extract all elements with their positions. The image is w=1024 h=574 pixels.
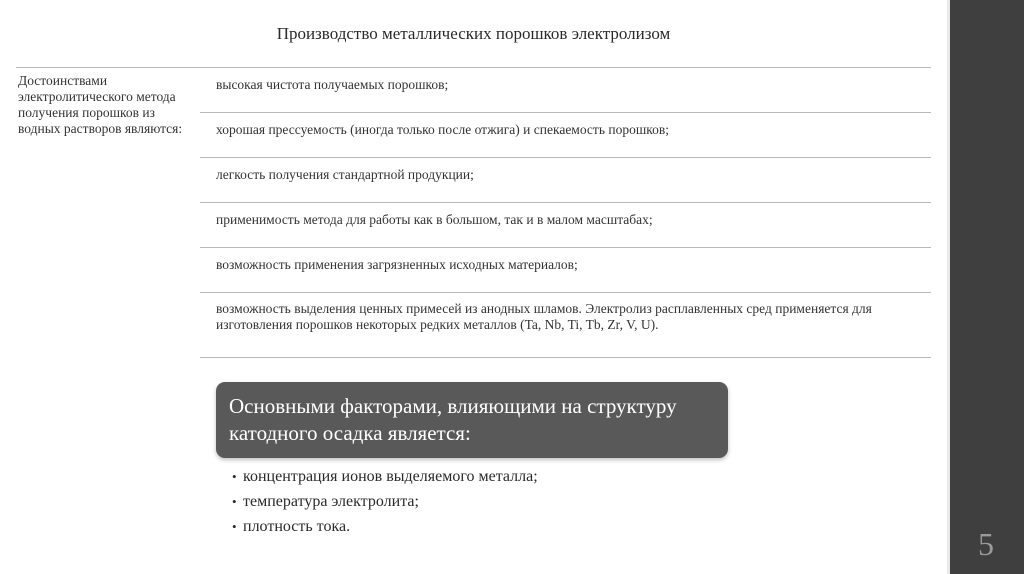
right-sidebar-panel (947, 0, 1024, 574)
bullet-icon: • (232, 469, 237, 484)
slide-title: Производство металлических порошков электролизом (276, 24, 671, 43)
row-text: применимость метода для работы как в большом, так и в малом масштабах; (216, 212, 653, 227)
sidebar-edge-line (947, 0, 950, 574)
list-item (232, 514, 832, 539)
row-text: возможность применения загрязненных исходных материалов; (216, 257, 578, 272)
row-text: возможность выделения ценных примесей из анодных шламов. Электролиз расплавленных сред применяется для изготовления порошков некоторых редких металлов (Ta, Nb, Ti, Tb, Zr, V, U). (216, 301, 872, 332)
table-row (200, 203, 931, 248)
factor-text: концентрация ионов выделяемого металла; (243, 468, 538, 485)
factor-text: температура электролита; (243, 493, 419, 510)
factors-callout-box: Основными факторами, влияющими на структуру катодного осадка является: (216, 382, 728, 458)
list-item (232, 489, 832, 514)
advantages-table (16, 67, 931, 357)
factor-text: плотность тока. (243, 518, 351, 535)
row-text: высокая чистота получаемых порошков; (216, 77, 449, 92)
factors-list (232, 464, 832, 539)
table-row (200, 158, 931, 203)
table-row (200, 293, 931, 358)
list-item (232, 464, 832, 489)
page-number: 5 (978, 526, 994, 562)
row-text: хорошая прессуемость (иногда только после отжига) и спекаемость порошков; (216, 122, 669, 137)
row-text: легкость получения стандартной продукции; (216, 167, 474, 182)
advantages-label: Достоинствами электролитического метода получения порошков из водных растворов являются: (18, 73, 183, 136)
bullet-icon: • (232, 519, 237, 534)
table-row (200, 68, 931, 113)
table-row (200, 113, 931, 158)
bullet-icon: • (232, 494, 237, 509)
table-row (200, 248, 931, 293)
